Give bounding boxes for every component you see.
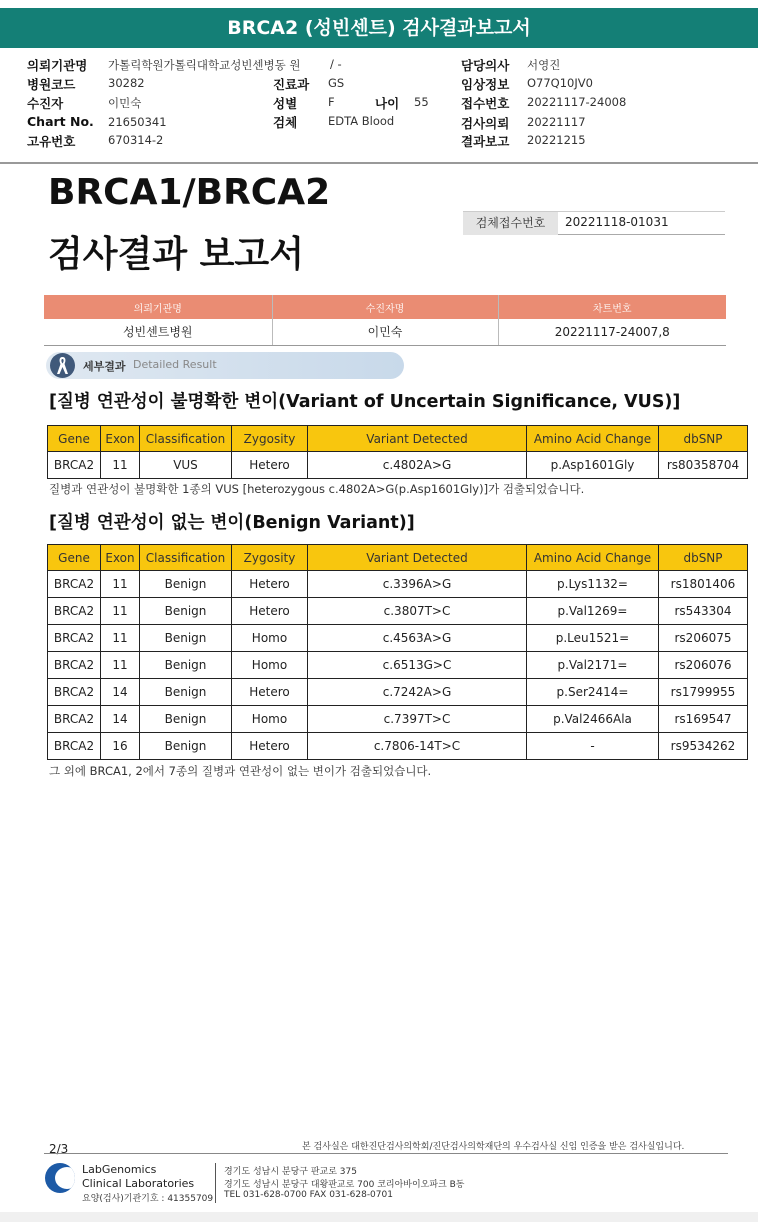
address-line2: 경기도 성남시 분당구 대왕판교로 700 코리아바이오파크 B동 <box>224 1180 465 1190</box>
certification-text: 본 검사실은 대한진단검사의학회/진단검사의학재단의 우수검사실 신임 인증을 받은 검사실입니다. <box>302 1142 685 1152</box>
table-cell: Benign <box>140 625 232 652</box>
table-cell: BRCA2 <box>48 652 101 679</box>
summary-cell: 이민숙 <box>272 319 498 345</box>
column-header: Gene <box>48 426 101 452</box>
table-cell: rs9534262 <box>659 733 748 760</box>
specimen-label: 검체 <box>273 115 298 130</box>
request-value: 20221117 <box>527 115 586 129</box>
table-cell: 14 <box>101 679 140 706</box>
table-cell: BRCA2 <box>48 679 101 706</box>
summary-table <box>44 295 726 346</box>
page-number: 2/3 <box>49 1142 69 1156</box>
clinical-label: 임상정보 <box>461 77 510 92</box>
age-label: 나이 <box>375 96 400 111</box>
table-cell: BRCA2 <box>48 571 101 598</box>
table-cell: 11 <box>101 452 140 479</box>
column-header: Variant Detected <box>308 426 527 452</box>
column-header: Classification <box>140 545 232 571</box>
table-row <box>48 598 748 625</box>
specimen-receipt-value: 20221118-01031 <box>565 215 669 229</box>
table-cell: rs1801406 <box>659 571 748 598</box>
specimen-receipt-label: 검체접수번호 <box>463 212 558 235</box>
doctor-value: 서영진 <box>527 58 561 72</box>
column-header: Zygosity <box>232 545 308 571</box>
table-cell: rs543304 <box>659 598 748 625</box>
table-cell: BRCA2 <box>48 706 101 733</box>
table-cell: rs80358704 <box>659 452 748 479</box>
labgenomics-logo-icon <box>45 1163 75 1193</box>
table-cell: VUS <box>140 452 232 479</box>
table-cell: Hetero <box>232 679 308 706</box>
page-bottom-bar <box>0 1212 758 1222</box>
hospital-value: 가톨릭학원가톨릭대학교성빈센병동 원 <box>108 58 301 72</box>
table-row <box>48 706 748 733</box>
table-cell: BRCA2 <box>48 733 101 760</box>
report-date-value: 20221215 <box>527 133 586 147</box>
table-cell: 11 <box>101 571 140 598</box>
table-cell: Hetero <box>232 733 308 760</box>
request-label: 검사의뢰 <box>461 116 510 131</box>
lab-name-line2: Clinical Laboratories <box>82 1177 195 1190</box>
summary-header: 차트번호 <box>498 295 726 319</box>
table-cell: Homo <box>232 652 308 679</box>
institution-code: 요양(검사)기관기호 : 41355709 <box>82 1194 214 1204</box>
table-cell: 11 <box>101 652 140 679</box>
table-cell: Hetero <box>232 452 308 479</box>
table-cell: c.4802A>G <box>308 452 527 479</box>
table-row <box>48 679 748 706</box>
sex-value: F <box>328 95 335 109</box>
column-header: Classification <box>140 426 232 452</box>
column-header: Gene <box>48 545 101 571</box>
table-cell: BRCA2 <box>48 598 101 625</box>
table-row <box>48 625 748 652</box>
table-cell: rs1799955 <box>659 679 748 706</box>
table-cell: p.Leu1521= <box>527 625 659 652</box>
column-header: Amino Acid Change <box>527 426 659 452</box>
hospital-label: 의뢰기관명 <box>27 58 88 73</box>
table-cell: Benign <box>140 679 232 706</box>
table-cell: p.Ser2414= <box>527 679 659 706</box>
table-row <box>48 652 748 679</box>
summary-header: 수진자명 <box>272 295 498 319</box>
column-header: dbSNP <box>659 545 748 571</box>
benign-table <box>47 544 748 760</box>
vus-note: 질병과 연관성이 불명확한 1종의 VUS [heterozygous c.4802A>G(p.Asp1601Gly)]가 검출되었습니다. <box>49 482 585 496</box>
report-title-line1: BRCA1/BRCA2 <box>48 172 331 213</box>
ward-value: / - <box>330 57 342 71</box>
doctor-label: 담당의사 <box>461 58 510 73</box>
table-cell: BRCA2 <box>48 625 101 652</box>
column-header: Variant Detected <box>308 545 527 571</box>
clinical-value: O77Q10JV0 <box>527 76 593 90</box>
specimen-value: EDTA Blood <box>328 114 395 128</box>
hosp-code-value: 30282 <box>108 76 145 90</box>
table-cell: p.Lys1132= <box>527 571 659 598</box>
detail-result-pill <box>46 352 404 379</box>
contact-line: TEL 031-628-0700 FAX 031-628-0701 <box>224 1190 393 1200</box>
detail-label-en: Detailed Result <box>133 358 217 371</box>
table-cell: Benign <box>140 598 232 625</box>
lab-name-line1: LabGenomics <box>82 1163 157 1176</box>
chart-label: Chart No. <box>27 114 94 129</box>
benign-section-title: [질병 연관성이 없는 변이(Benign Variant)] <box>49 513 415 533</box>
table-cell: p.Val2466Ala <box>527 706 659 733</box>
table-cell: p.Val2171= <box>527 652 659 679</box>
specimen-receipt-box <box>463 211 725 235</box>
benign-note: 그 외에 BRCA1, 2에서 7종의 질병과 연관성이 없는 변이가 검출되었습니다. <box>49 764 432 778</box>
unique-value: 670314-2 <box>108 133 164 147</box>
table-cell: p.Val1269= <box>527 598 659 625</box>
footer-vertical-divider <box>215 1163 216 1203</box>
chart-value: 21650341 <box>108 115 167 129</box>
table-cell: - <box>527 733 659 760</box>
table-cell: c.6513G>C <box>308 652 527 679</box>
table-cell: 11 <box>101 598 140 625</box>
table-row <box>48 571 748 598</box>
hosp-code-label: 병원코드 <box>27 77 76 92</box>
table-cell: c.7806-14T>C <box>308 733 527 760</box>
awareness-ribbon-icon <box>50 353 75 378</box>
dept-value: GS <box>328 76 345 90</box>
column-header: Zygosity <box>232 426 308 452</box>
patient-info-header <box>0 50 758 164</box>
table-cell: Benign <box>140 733 232 760</box>
table-cell: rs206076 <box>659 652 748 679</box>
table-cell: c.7397T>C <box>308 706 527 733</box>
table-cell: c.7242A>G <box>308 679 527 706</box>
table-row <box>48 733 748 760</box>
receipt-value: 20221117-24008 <box>527 95 627 109</box>
table-cell: c.3396A>G <box>308 571 527 598</box>
dept-label: 진료과 <box>273 77 310 92</box>
table-cell: Homo <box>232 625 308 652</box>
table-cell: Benign <box>140 571 232 598</box>
footer-divider <box>44 1153 728 1154</box>
summary-cell: 20221117-24007,8 <box>498 319 726 345</box>
report-title-bar: BRCA2 (성빈센트) 검사결과보고서 <box>0 8 758 48</box>
summary-cell: 성빈센트병원 <box>44 319 272 345</box>
receipt-label: 접수번호 <box>461 96 510 111</box>
column-header: dbSNP <box>659 426 748 452</box>
table-cell: 16 <box>101 733 140 760</box>
report-title-line2: 검사결과 보고서 <box>48 234 304 275</box>
table-cell: c.4563A>G <box>308 625 527 652</box>
table-row <box>48 452 748 479</box>
table-cell: rs169547 <box>659 706 748 733</box>
table-cell: 11 <box>101 625 140 652</box>
table-cell: Benign <box>140 706 232 733</box>
table-cell: p.Asp1601Gly <box>527 452 659 479</box>
table-cell: Homo <box>232 706 308 733</box>
table-cell: Benign <box>140 652 232 679</box>
column-header: Exon <box>101 426 140 452</box>
patient-label: 수진자 <box>27 96 64 111</box>
age-value: 55 <box>414 95 429 109</box>
summary-header: 의뢰기관명 <box>44 295 272 319</box>
column-header: Amino Acid Change <box>527 545 659 571</box>
detail-label-kr: 세부결과 <box>83 360 126 373</box>
table-cell: rs206075 <box>659 625 748 652</box>
table-cell: 14 <box>101 706 140 733</box>
patient-value: 이민숙 <box>108 96 142 110</box>
table-cell: BRCA2 <box>48 452 101 479</box>
report-date-label: 결과보고 <box>461 134 510 149</box>
vus-table <box>47 425 748 479</box>
vus-section-title: [질병 연관성이 불명확한 변이(Variant of Uncertain Significance, VUS)] <box>49 392 681 412</box>
sex-label: 성별 <box>273 96 298 111</box>
table-cell: Hetero <box>232 571 308 598</box>
table-cell: c.3807T>C <box>308 598 527 625</box>
address-line1: 경기도 성남시 분당구 판교로 375 <box>224 1167 357 1177</box>
table-cell: Hetero <box>232 598 308 625</box>
unique-label: 고유번호 <box>27 134 76 149</box>
column-header: Exon <box>101 545 140 571</box>
